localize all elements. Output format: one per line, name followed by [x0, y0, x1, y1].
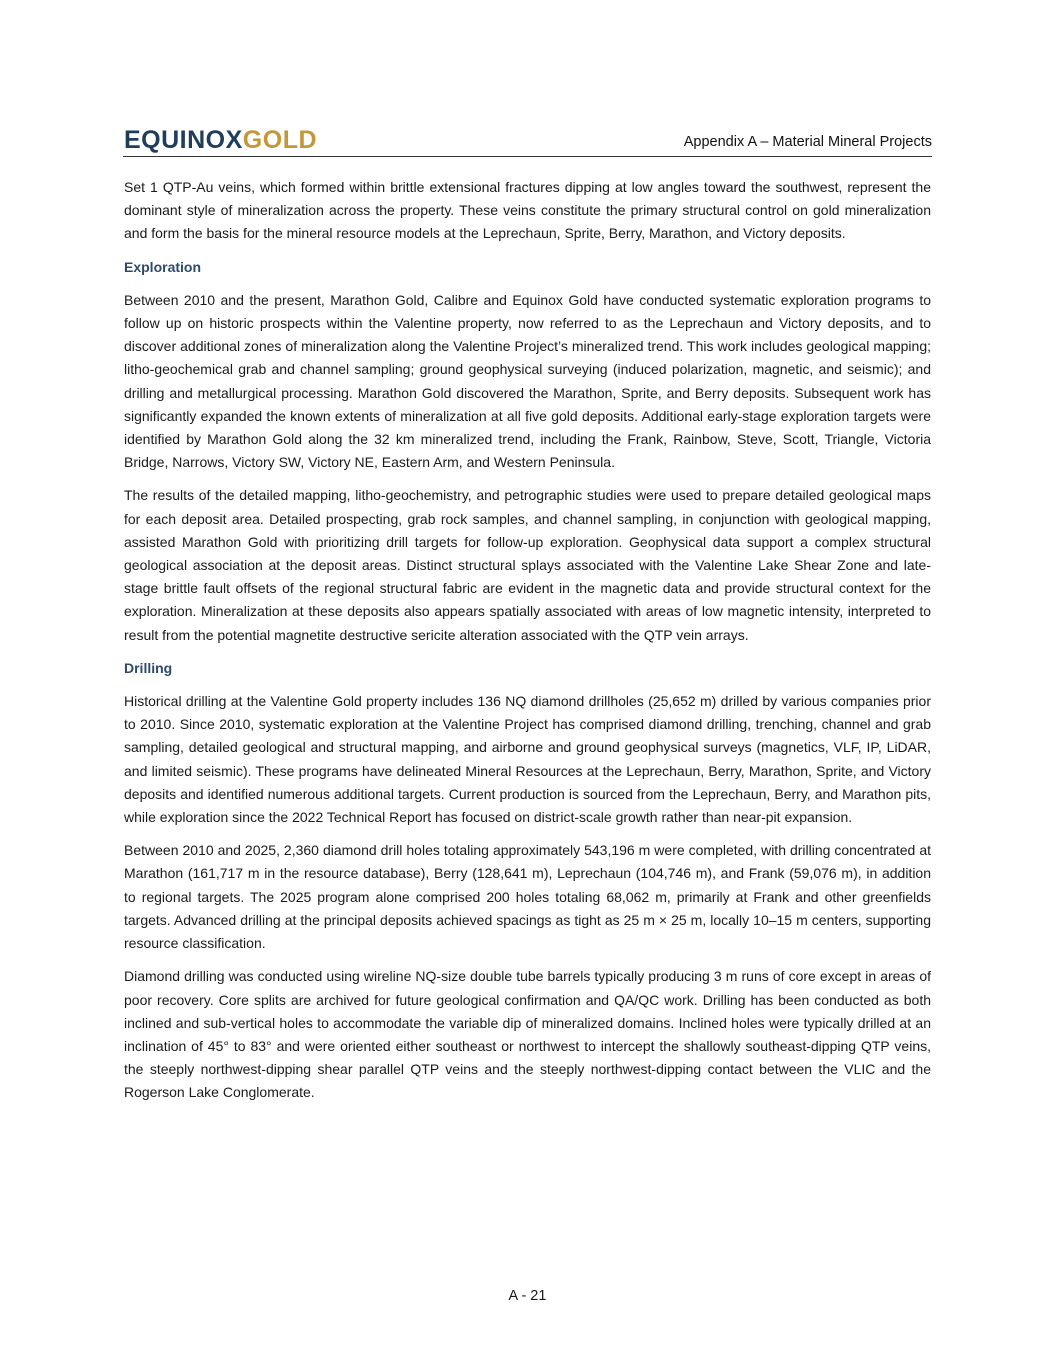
equinox-gold-logo: [124, 126, 317, 154]
section-heading-drilling: Drilling: [124, 659, 173, 676]
page-number: A - 21: [508, 1288, 547, 1304]
section-heading-exploration: Exploration: [124, 258, 202, 275]
logo-text-equinox: EQUINOX: [124, 126, 243, 154]
paragraph: Between 2010 and the present, Marathon Gold, Calibre and Equinox Gold have conducted systematic exploration programs to follow up on historic prospects within the Valentine property, now referred to as the Leprechaun and Victory deposits, and to discover additional zones of mineralization along the Valentine Project’s mineralized trend. This work includes geological mapping; litho-geochemical grab and channel sampling; ground geophysical surveying (induced polarization, magnetic, and seismic); and drilling and metallurgical processing. Marathon Gold discovered the Marathon, Sprite, and Berry deposits. Subsequent work has significantly expanded the known extents of mineralization at all five gold deposits. Additional early-stage exploration targets were identified by Marathon Gold along the 32 km mineralized trend, including the Frank, Rainbow, Steve, Scott, Triangle, Victoria Bridge, Narrows, Victory SW, Victory NE, Eastern Arm, and Western Peninsula.: [124, 291, 931, 471]
logo-text-gold: GOLD: [242, 126, 318, 154]
paragraph: Diamond drilling was conducted using wireline NQ-size double tube barrels typically producing 3 m runs of core except in areas of poor recovery. Core splits are archived for future geological confirmation and QA/QC work. Drilling has been conducted as both inclined and sub-vertical holes to accommodate the variable dip of mineralized domains. Inclined holes were typically drilled at an inclination of 45° to 83° and were oriented either southeast or northwest to intercept the shallowly southeast-dipping QTP veins, the steeply northwest-dipping shear parallel QTP veins and the steeply northwest-dipping contact between the VLIC and the Rogerson Lake Conglomerate.: [124, 968, 931, 1101]
header-title: Appendix A – Material Mineral Projects: [683, 134, 932, 150]
document-body: [124, 176, 931, 1115]
paragraph: Historical drilling at the Valentine Gold property includes 136 NQ diamond drillholes (25,652 m) drilled by various companies prior to 2010. Since 2010, systematic exploration at the Valentine Project has comprised diamond drilling, trenching, channel and grab sampling, detailed geological and structural mapping, and airborne and ground geophysical surveys (magnetics, VLF, IP, LiDAR, and limited seismic). These programs have delineated Mineral Resources at the Leprechaun, Berry, Marathon, Sprite, and Victory deposits and identified numerous additional targets. Current production is sourced from the Leprechaun, Berry, and Marathon pits, while exploration since the 2022 Technical Report has focused on district-scale growth rather than near-pit expansion.: [124, 693, 931, 826]
page-header: [123, 126, 932, 157]
paragraph: Set 1 QTP-Au veins, which formed within brittle extensional fractures dipping at low angles toward the southwest, represent the dominant style of mineralization across the property. These veins constitute the primary structural control on gold mineralization and form the basis for the mineral resource models at the Leprechaun, Sprite, Berry, Marathon, and Victory deposits.: [124, 179, 931, 242]
paragraph: Between 2010 and 2025, 2,360 diamond drill holes totaling approximately 543,196 m were completed, with drilling concentrated at Marathon (161,717 m in the resource database), Berry (128,641 m), Leprechaun (104,746 m), and Frank (59,076 m), in addition to regional targets. The 2025 program alone comprised 200 holes totaling 68,062 m, primarily at Frank and other greenfields targets. Advanced drilling at the principal deposits achieved spacings as tight as 25 m × 25 m, locally 10–15 m centers, supporting resource classification.: [124, 842, 931, 952]
paragraph: The results of the detailed mapping, litho-geochemistry, and petrographic studies were used to prepare detailed geological maps for each deposit area. Detailed prospecting, grab rock samples, and channel sampling, in conjunction with geological mapping, assisted Marathon Gold with prioritizing drill targets for follow-up exploration. Geophysical data support a complex structural geological association at the deposit areas. Distinct structural splays associated with the Valentine Lake Shear Zone and late-stage brittle fault offsets of the regional structural fabric are evident in the magnetic data and provide structural context for the exploration. Mineralization at these deposits also appears spatially associated with areas of low magnetic intensity, interpreted to result from the potential magnetite destructive sericite alteration associated with the QTP vein arrays.: [124, 487, 931, 643]
